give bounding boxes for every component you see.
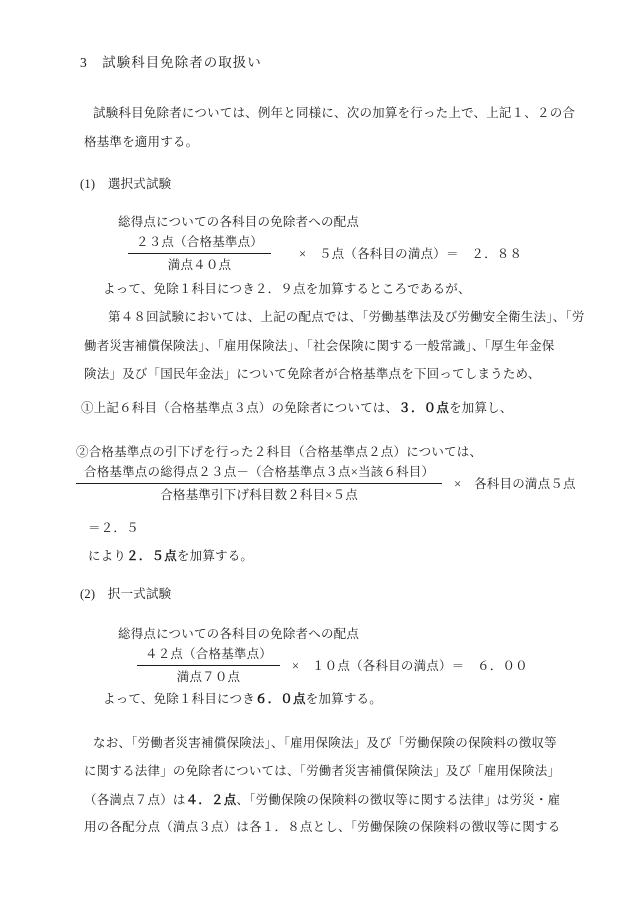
section1-formula-rhs: × ５点（各科目の満点）＝ ２．８８ bbox=[299, 246, 523, 261]
section2-formula-rhs: × １０点（各科目の満点）＝ ６．００ bbox=[292, 658, 528, 673]
section1-item1-text: ①上記６科目（合格基準点３点）の免除者については、 bbox=[81, 401, 399, 415]
section2-fraction-denominator: 満点７０点 bbox=[137, 665, 280, 685]
section2-note-line-2: に関する法律」の免除者については、「労働者災害補償保険法」及び「雇用保険法」 bbox=[84, 764, 561, 778]
section1-caption: 総得点についての各科目の免除者への配点 bbox=[118, 215, 360, 229]
section2-fraction-numerator: ４２点（合格基準点） bbox=[145, 647, 273, 661]
intro-paragraph-line-1: 試験科目免除者については、例年と同様に、次の加算を行った上で、上記１、２の合 bbox=[93, 106, 576, 120]
section1-fraction bbox=[128, 234, 271, 273]
section2-note-line-3 bbox=[84, 792, 560, 808]
section2-fraction bbox=[137, 646, 280, 685]
section1-item2-formula bbox=[76, 464, 576, 503]
section2-caption: 総得点についての各科目の免除者への配点 bbox=[118, 627, 360, 641]
section1-item1-bold-value: ３．０点 bbox=[398, 401, 450, 415]
section1-item2-equals: ＝２．５ bbox=[88, 521, 139, 535]
section2-label: (2) 択一式試験 bbox=[80, 587, 172, 601]
section1-item2-add-bold-value: ２．５点 bbox=[126, 549, 177, 563]
section2-result-text-end: を加算する。 bbox=[305, 692, 382, 706]
section2-note-line-3-text-end: 、「労働保険の保険料の徴収等に関する法律」は労災・雇 bbox=[236, 793, 561, 807]
section2-note-line-3-bold-value: ４．２点 bbox=[185, 793, 237, 807]
section1-fraction-numerator: ２３点（合格基準点） bbox=[136, 235, 264, 249]
section1-item1-text-end: を加算し、 bbox=[449, 401, 513, 415]
section1-item1 bbox=[81, 400, 513, 416]
section1-background-line-1: 第４８回試験においては、上記の配点では、「労働基準法及び労働安全衛生法」、「労 bbox=[108, 310, 585, 324]
section1-item2-add-text: により bbox=[88, 549, 127, 563]
doc-heading: 3 試験科目免除者の取扱い bbox=[80, 55, 262, 70]
section1-background-line-2: 働者災害補償保険法」、「雇用保険法」、「社会保険に関する一般常識」、「厚生年金保 bbox=[84, 339, 555, 353]
intro-paragraph-line-2: 格基準を適用する。 bbox=[84, 135, 199, 149]
section1-item2-fraction-numerator: 合格基準点の総得点２３点－（合格基準点３点×当該６科目） bbox=[84, 465, 435, 479]
section2-result-text: よって、免除１科目につき bbox=[103, 692, 255, 706]
section1-item2-add-text-end: を加算する。 bbox=[176, 549, 254, 563]
section1-fraction-denominator: 満点４０点 bbox=[128, 253, 271, 273]
section2-result-bold-value: ６．０点 bbox=[254, 692, 306, 706]
section2-note-line-4: 用の各配分点（満点３点）は各１．８点とし、「労働保険の保険料の徴収等に関する bbox=[84, 820, 561, 834]
section1-label: (1) 選択式試験 bbox=[80, 177, 172, 191]
section1-item2-fraction-denominator: 合格基準引下げ科目数２科目×５点 bbox=[76, 483, 442, 503]
section1-result: よって、免除１科目につき２．９点を加算するところであるが、 bbox=[103, 282, 471, 296]
section2-formula bbox=[137, 646, 528, 685]
section2-result bbox=[103, 691, 382, 707]
section1-item2-add bbox=[88, 548, 253, 564]
section1-item2-formula-rhs: × 各科目の満点５点 bbox=[454, 476, 576, 491]
section1-background-line-3: 険法」及び「国民年金法」について免除者が合格基準点を下回ってしまうため、 bbox=[84, 367, 541, 381]
section1-formula bbox=[128, 234, 522, 273]
section2-note-line-1: なお、「労働者災害補償保険法」、「雇用保険法」及び「労働保険の保険料の徴収等 bbox=[93, 736, 557, 750]
section2-note-line-3-text: （各満点７点）は bbox=[84, 793, 186, 807]
section1-item2-fraction bbox=[76, 464, 442, 503]
section1-item2-label: ②合格基準点の引下げを行った２科目（合格基準点２点）については、 bbox=[76, 445, 483, 459]
